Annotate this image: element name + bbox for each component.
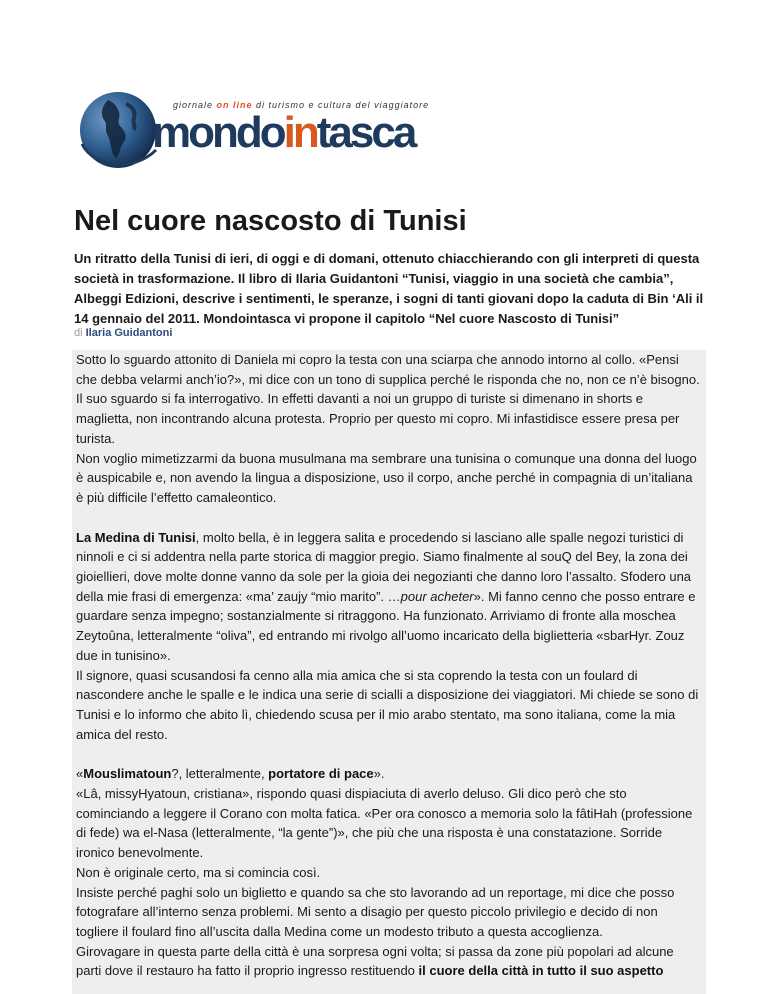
paragraph: Sotto lo sguardo attonito di Daniela mi copro la testa con una sciarpa che annodo intorno al collo. «Pensi che debba velarmi anch’io?», mi dice con un tono di supplica perché le risponda che no, non ce n’è bisogno. Il suo sguardo si fa interrogativo. In effetti davanti a noi un gruppo di turiste si dimenano in shorts e maglietta, non incontrando alcuna protesta. Proprio per questo mi copro. Mi infastidisce essere presa per turista. [76,352,700,446]
article-body [72,350,706,994]
paragraph: «Mouslimatoun?, letteralmente, portatore di pace». [76,766,385,782]
paragraph: La Medina di Tunisi, molto bella, è in leggera salita e procedendo si lasciano alle spalle negozi turistici di ninnoli e ci si addentra nella parte storica di maggior pregio. Siamo finalmente al souQ del Bey, la zona dei gioiellieri, dove molte donne vanno da sole per la gioia dei negozianti che danno loro l’assalto. Sfodero una della mie frasi di emergenza: «ma’ zaujy “mio marito”. …pour acheter». Mi fanno cenno che posso entrare e guardare senza impegno; sostanzialmente si ritraggono. Ha funzionato. Arriviamo di fronte alla moschea Zeytoûna, letteralmente “oliva”, ed entrando mi rivolgo all’uomo incaricato della biglietteria «sbarHyr. Zouz due in tunisino». [76,529,696,663]
logo-tagline: giornale on line di turismo e cultura del viaggiatore [173,100,430,110]
paragraph: Non è originale certo, ma si comincia così. [76,864,321,880]
paragraph: Non voglio mimetizzarmi da buona musulmana ma sembrare una tunisina o comunque una donna del luogo è auspicabile e, non avendo la lingua a disposizione, uso il corpo, anche perché in compagnia di un’italiana è più difficile l’effetto camaleontico. [76,450,697,505]
globe-icon [74,84,158,174]
author-link[interactable]: Ilaria Guidantoni [85,327,173,339]
logo-wordmark: mondointasca [152,108,415,157]
paragraph: Girovagare in questa parte della città è una sorpresa ogni volta; si passa da zone più popolari ad alcune parti dove il restauro ha fatto il proprio ingresso restituendo il cuore della città in tutto il suo aspetto [76,943,674,979]
medina-link-text: La Medina di Tunisi [76,529,196,545]
paragraph: Il signore, quasi scusandosi fa cenno alla mia amica che si sta coprendo la testa con un foulard di nascondere anche le spalle e le indica una serie di scialli a disposizione dei viaggiatori. Mi chiede se sono di Tunisi e lo informo che abito lì, chiedendo scusa per il mio arabo stentato, ma sono italiana, come la mia amica del resto. [76,667,699,742]
paragraph: Insiste perché paghi solo un biglietto e quando sa che sto lavorando ad un reportage, mi dice che posso fotografare all’interno senza problemi. Mi sento a disagio per questo piccolo privilegio e decido di non togliere il foulard fino all’uscita dalla Medina come un modesto tributo a questa accoglienza. [76,884,675,939]
paragraph: «Lâ, missyHyatoun, cristiana», rispondo quasi dispiaciuta di averlo deluso. Gli dico però che sto cominciando a leggere il Corano con molta fatica. «Per ora conosco a memoria solo la fâtiHah (professione di fede) wa el-Nasa (letteralmente, “la gente”)», che più che una risposta è una constatazione. Sorride ironico benevolmente. [76,786,693,861]
site-logo[interactable] [74,84,430,176]
byline-prefix: di [74,327,83,339]
byline [74,327,172,339]
article-title: Nel cuore nascosto di Tunisi [74,205,467,237]
article-lead: Un ritratto della Tunisi di ieri, di oggi e di domani, ottenuto chiacchierando con gli interpreti di questa società in trasformazione. Il libro di Ilaria Guidantoni “Tunisi, viaggio in una società che cambia”, Albeggi Edizioni, descrive i sentimenti, le speranze, i sogni di tanti giovani dopo la caduta di Bin ‘Ali il 14 gennaio del 2011. Mondointasca vi propone il capitolo “Nel cuore Nascosto di Tunisi” [74,251,704,326]
